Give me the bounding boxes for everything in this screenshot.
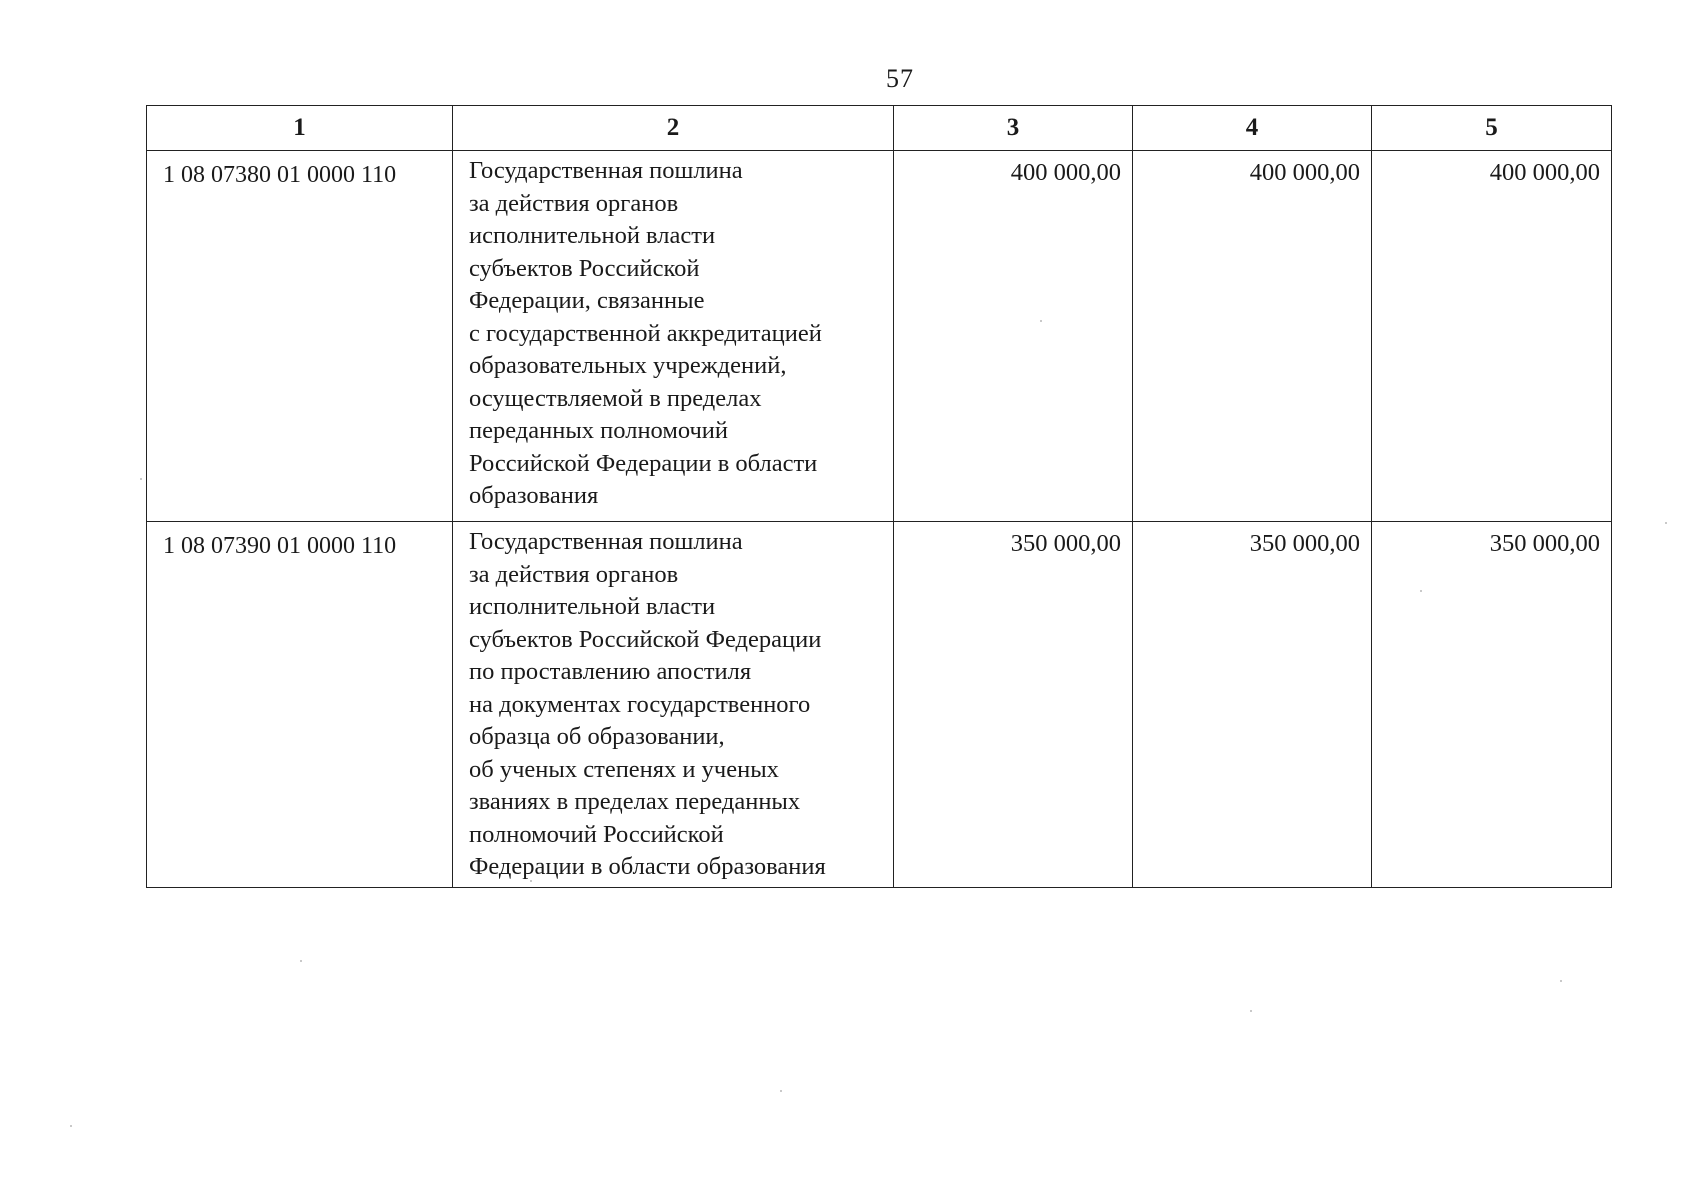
- scan-speck: [1665, 522, 1667, 524]
- description-line: субъектов Российской Федерации: [469, 625, 822, 653]
- description-line: осуществляемой в пределах: [469, 384, 762, 412]
- scan-speck: [70, 1125, 72, 1127]
- description-line: Федерации, связанные: [469, 287, 705, 314]
- table-row: [147, 151, 1612, 522]
- revenue-description: [453, 522, 894, 888]
- description-line: Федерации в области образования: [469, 853, 826, 880]
- header-col-1: 1: [147, 106, 453, 151]
- scan-speck: [300, 960, 302, 962]
- budget-code: 1 08 07380 01 0000 110: [147, 151, 453, 522]
- header-col-2: 2: [453, 106, 894, 151]
- description-line: полномочий Российской: [469, 820, 724, 848]
- page-number: 57: [886, 64, 914, 93]
- description-line: образования: [469, 482, 599, 509]
- description-line: субъектов Российской: [469, 254, 700, 282]
- scan-speck: [140, 478, 142, 480]
- scan-speck: [1040, 320, 1042, 322]
- scan-speck: [1250, 1010, 1252, 1012]
- revenue-table: [146, 105, 1612, 888]
- amount-col-4: 350 000,00: [1133, 522, 1372, 888]
- header-col-4: 4: [1133, 106, 1372, 151]
- description-line: образца об образовании,: [469, 723, 725, 750]
- description-line: с государственной аккредитацией: [469, 319, 822, 347]
- description-line: званиях в пределах переданных: [469, 788, 801, 815]
- revenue-description: [453, 151, 894, 522]
- description-line: Государственная пошлина: [469, 528, 743, 555]
- amount-col-5: 350 000,00: [1372, 522, 1612, 888]
- header-col-5: 5: [1372, 106, 1612, 151]
- header-row: [147, 106, 1612, 151]
- description-line: исполнительной власти: [469, 593, 716, 620]
- description-line: за действия органов: [469, 189, 679, 217]
- description-line: за действия органов: [469, 560, 679, 588]
- scan-speck: [780, 1090, 782, 1092]
- description-line: об ученых степенях и ученых: [469, 755, 779, 783]
- description-line: исполнительной власти: [469, 222, 716, 249]
- description-line: Российской Федерации в области: [469, 449, 818, 477]
- table-row: [147, 522, 1612, 888]
- description-line: на документах государственного: [469, 690, 811, 718]
- amount-col-4: 400 000,00: [1133, 151, 1372, 522]
- description-line: Государственная пошлина: [469, 157, 743, 184]
- description-line: образовательных учреждений,: [469, 352, 787, 379]
- amount-col-3: 350 000,00: [894, 522, 1133, 888]
- scan-speck: [1560, 980, 1562, 982]
- description-line: по проставлению апостиля: [469, 658, 752, 685]
- description-line: переданных полномочий: [469, 417, 729, 444]
- scan-speck: [1420, 590, 1422, 592]
- scan-speck: [530, 880, 532, 882]
- amount-col-5: 400 000,00: [1372, 151, 1612, 522]
- budget-code: 1 08 07390 01 0000 110: [147, 522, 453, 888]
- header-col-3: 3: [894, 106, 1133, 151]
- amount-col-3: 400 000,00: [894, 151, 1133, 522]
